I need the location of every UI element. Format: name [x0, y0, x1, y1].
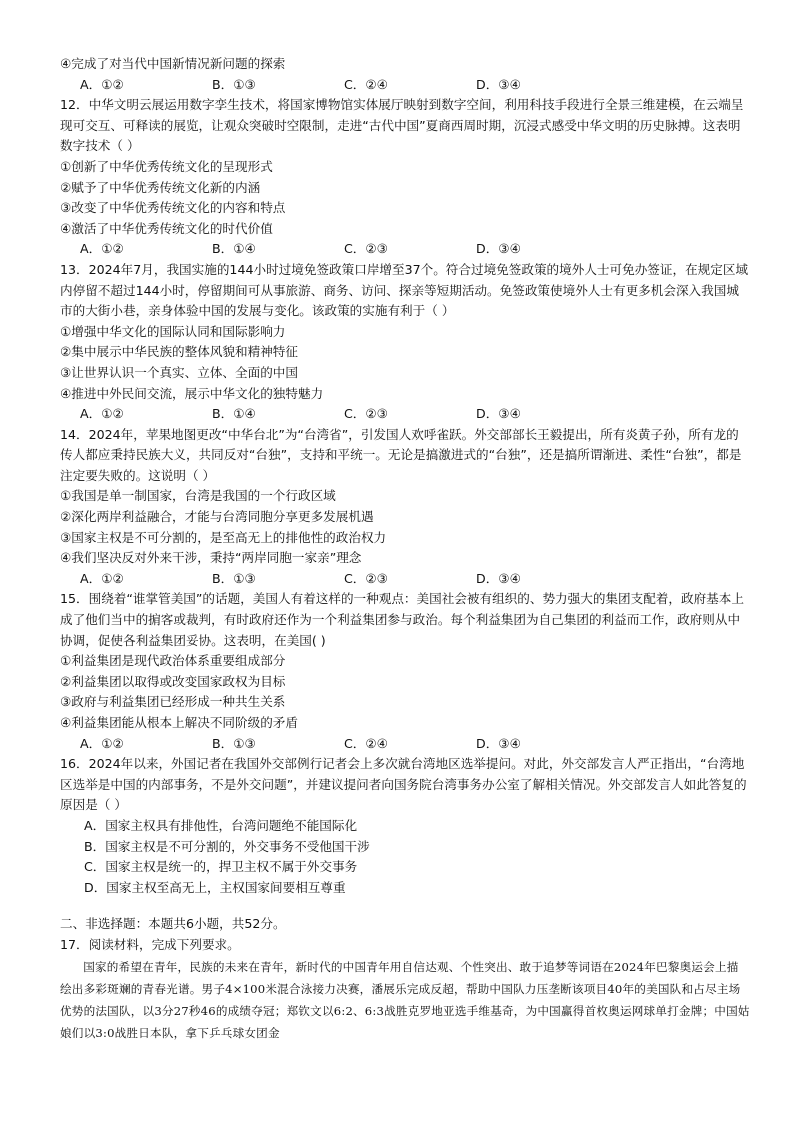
choice-b: B．①③	[212, 76, 256, 92]
choice-c: C．②④	[344, 76, 388, 92]
option-item: ①我国是单一制国家，台湾是我国的一个行政区域	[60, 488, 336, 504]
choice-a: A．①②	[80, 241, 124, 257]
answer-options	[60, 569, 750, 590]
answer-options	[60, 404, 750, 425]
option-item: ③国家主权是不可分割的，是至高无上的排他性的政治权力	[60, 529, 387, 545]
option-item: ①增强中华文化的国际认同和国际影响力	[60, 323, 286, 339]
choice-c: C．②③	[344, 406, 388, 422]
question-14-stem: 14．2024年，苹果地图更改“中华台北”为“台湾省”，引发国人欢呼雀跃。外交部部长王毅提出，所有炎黄子孙，所有龙的传人都应秉持民族大义，共同反对“台独”，支持和平统一。无论是搞激进式的“台独”，还是搞所谓渐进、柔性“台独”，都是注定要失败的。这说明（ ）	[60, 426, 742, 483]
choice-d: D．③④	[476, 241, 521, 257]
answer-options	[60, 734, 750, 755]
reading-material: 国家的希望在青年，民族的未来在青年，新时代的中国青年用自信达观、个性突出、敢于追梦等词语在2024年巴黎奥运会上描绘出多彩斑斓的青春光谱。男子4×100米混合泳接力决赛，潘展乐完成反超，帮助中国队力压垄断该项目40年的美国队和占尽主场优势的法国队，以3分27秒46的成绩夺冠；郑钦文以6:2、6:3战胜克罗地亚选手维基奇，为中国赢得首枚奥运网球单打金牌；中国姑娘们以3:0战胜日本队，拿下乒乓球女团金	[60, 959, 750, 1040]
option-item: ③让世界认识一个真实、立体、全面的中国	[60, 364, 298, 380]
option-item: ③政府与利益集团已经形成一种共生关系	[60, 694, 286, 710]
choice-d: D．③④	[476, 76, 521, 92]
choice-c: C．②③	[344, 570, 388, 586]
choice-b: B．①③	[212, 570, 256, 586]
choice-c: C．②③	[344, 241, 388, 257]
option-item: ②集中展示中华民族的整体风貌和精神特征	[60, 344, 298, 360]
choice-c: C．国家主权是统一的，捍卫主权不属于外交事务	[84, 859, 358, 875]
choice-b: B．①③	[212, 735, 256, 751]
option-item: ④推进中外民间交流，展示中华文化的独特魅力	[60, 385, 324, 401]
question-16-stem: 16．2024年以来，外国记者在我国外交部例行记者会上多次就台湾地区选举提问。对此，外交部发言人严正指出，“台湾地区选举是中国的内部事务，不是外交问题”，并建议提问者向国务院台湾事务办公室了解相关情况。外交部发言人如此答复的原因是（ ）	[60, 756, 747, 813]
option-item: ①创新了中华优秀传统文化的呈现形式	[60, 158, 273, 174]
choice-d: D．③④	[476, 735, 521, 751]
option-item: ②利益集团以取得或改变国家政权为目标	[60, 673, 286, 689]
choice-a: A．①②	[80, 406, 124, 422]
option-item: ④利益集团能从根本上解决不同阶级的矛盾	[60, 715, 298, 730]
option-item: ②深化两岸利益融合，才能与台湾同胞分享更多发展机遇	[60, 509, 374, 525]
option-item: ②赋予了中华优秀传统文化新的内涵	[60, 179, 261, 195]
choice-b: B．国家主权是不可分割的，外交事务不受他国干涉	[84, 838, 370, 854]
choice-a: A．①②	[80, 570, 124, 586]
choice-c: C．②④	[344, 735, 388, 751]
question-13-stem: 13．2024年7月，我国实施的144小时过境免签政策口岸增至37个。符合过境免签政策的境外人士可免办签证，在规定区域内停留不超过144小时，停留期间可从事旅游、商务、访问、探亲等短期活动。免签政策使境外人士有更多机会深入我国城市的大街小巷，亲身体验中国的发展与变化。该政策的实施有利于（ ）	[60, 261, 749, 319]
section-heading: 二、非选择题：本题共6小题，共52分。	[60, 916, 286, 932]
choice-d: D．③④	[476, 406, 521, 422]
answer-options	[60, 239, 750, 260]
option-item: ④激活了中华优秀传统文化的时代价值	[60, 220, 273, 236]
answer-options	[60, 75, 750, 96]
option-item: ①利益集团是现代政治体系重要组成部分	[60, 653, 286, 669]
section-gap	[60, 898, 750, 914]
option-item: ④我们坚决反对外来干涉，秉持“两岸同胞一家亲”理念	[60, 550, 362, 566]
choice-a: A．①②	[80, 735, 124, 751]
page-content	[60, 54, 750, 1044]
question-12-stem: 12．中华文明云展运用数字孪生技术，将国家博物馆实体展厅映射到数字空间，利用科技手段进行全景三维建模，在云端呈现可交互、可释读的展览，让观众突破时空限制，走进“古代中国”夏商西周时期，沉浸式感受中华文明的历史脉搏。这表明数字技术（ ）	[60, 97, 744, 154]
choice-b: B．①④	[212, 241, 256, 257]
question-17-stem: 17．阅读材料，完成下列要求。	[60, 936, 240, 952]
choice-b: B．①④	[212, 406, 256, 422]
choice-d: D．③④	[476, 570, 521, 586]
option-item: ③改变了中华优秀传统文化的内容和特点	[60, 200, 286, 216]
question-15-stem: 15．围绕着“谁掌管美国”的话题，美国人有着这样的一种观点：美国社会被有组织的、势力强大的集团支配着，政府基本上成了他们当中的掮客或裁判，有时政府还作为一个利益集团参与政治。每个利益集团为自己集团的利益而工作，政府则从中协调，促使各利益集团妥协。这表明，在美国( )	[60, 591, 744, 648]
choice-d: D．国家主权至高无上，主权国家间要相互尊重	[84, 879, 346, 895]
choice-a: A．国家主权具有排他性，台湾问题绝不能国际化	[84, 817, 358, 833]
option-item: ④完成了对当代中国新情况新问题的探索	[60, 56, 286, 71]
choice-a: A．①②	[80, 76, 124, 92]
